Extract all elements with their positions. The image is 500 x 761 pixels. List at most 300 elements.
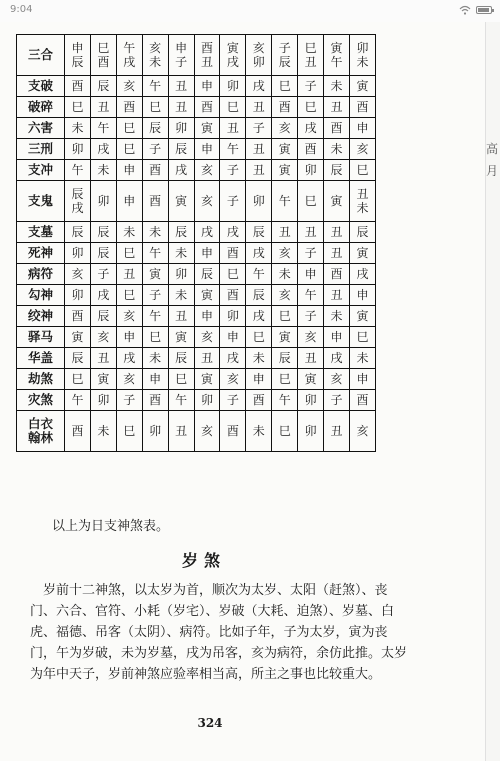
cell-value: 亥 — [149, 41, 162, 55]
table-cell — [246, 139, 272, 160]
table-cell — [220, 264, 246, 285]
cell-value: 辰 — [175, 142, 188, 156]
table-cell — [272, 118, 298, 139]
cell-value: 子 — [278, 41, 291, 55]
table-cell — [246, 306, 272, 327]
cell-value: 午 — [97, 121, 110, 135]
table-cell — [168, 348, 194, 369]
cell-value: 子 — [97, 267, 110, 281]
table-cell — [90, 243, 116, 264]
next-page-edge — [485, 22, 500, 761]
status-time: 9:04 — [10, 4, 33, 15]
table-cell — [272, 76, 298, 97]
table-row — [17, 160, 376, 181]
cell-value: 辰 — [97, 225, 110, 239]
cell-value: 巳 — [123, 424, 136, 438]
cell-value: 寅 — [356, 246, 369, 260]
table-cell — [298, 35, 324, 76]
cell-value: 丑 — [252, 163, 265, 177]
cell-value: 辰 — [200, 267, 213, 281]
cell-value: 亥 — [304, 330, 317, 344]
table-row — [17, 264, 376, 285]
cell-value: 丑 — [200, 351, 213, 365]
cell-value: 未 — [252, 351, 265, 365]
cell-value: 辰 — [97, 79, 110, 93]
cell-value: 巳 — [356, 163, 369, 177]
cell-value: 亥 — [278, 246, 291, 260]
cell-value: 申 — [252, 372, 265, 386]
cell-value: 丑 — [97, 100, 110, 114]
table-cell — [90, 139, 116, 160]
table-cell — [298, 411, 324, 452]
table-cell — [168, 35, 194, 76]
table-row — [17, 390, 376, 411]
table-cell — [142, 222, 168, 243]
table-cell — [220, 327, 246, 348]
row-label: 支鬼 — [17, 181, 65, 222]
cell-value: 酉 — [71, 309, 84, 323]
row-label: 六害 — [17, 118, 65, 139]
cell-value: 辰 — [278, 351, 291, 365]
cell-value: 子 — [226, 393, 239, 407]
table-row — [17, 348, 376, 369]
table-cell — [246, 35, 272, 76]
cell-value: 寅 — [200, 121, 213, 135]
cell-value: 酉 — [200, 100, 213, 114]
cell-value: 未 — [175, 246, 188, 260]
table-cell — [194, 243, 220, 264]
row-label — [17, 411, 65, 452]
cell-value: 酉 — [71, 79, 84, 93]
table-cell — [220, 285, 246, 306]
table-cell — [272, 390, 298, 411]
cell-value: 卯 — [97, 194, 110, 208]
cell-value: 寅 — [330, 194, 343, 208]
cell-value: 寅 — [356, 79, 369, 93]
row-label: 华盖 — [17, 348, 65, 369]
table-row — [17, 327, 376, 348]
table-cell — [324, 118, 350, 139]
cell-value: 子 — [123, 393, 136, 407]
cell-value: 酉 — [97, 55, 110, 69]
cell-value: 午 — [226, 142, 239, 156]
table-cell — [194, 369, 220, 390]
table-cell — [90, 411, 116, 452]
table-cell — [90, 118, 116, 139]
cell-value: 午 — [304, 288, 317, 302]
table-cell — [246, 348, 272, 369]
table-cell — [272, 243, 298, 264]
cell-value: 丑 — [175, 424, 188, 438]
cell-value: 巳 — [149, 100, 162, 114]
cell-value: 戌 — [123, 351, 136, 365]
table-cell — [272, 327, 298, 348]
cell-value: 寅 — [226, 41, 239, 55]
cell-value: 戌 — [123, 55, 136, 69]
table-cell — [90, 76, 116, 97]
cell-value: 丑 — [175, 309, 188, 323]
cell-value: 亥 — [200, 194, 213, 208]
cell-value: 寅 — [200, 288, 213, 302]
cell-value: 未 — [97, 163, 110, 177]
table-cell — [272, 139, 298, 160]
table-cell — [349, 306, 375, 327]
cell-value: 午 — [278, 393, 291, 407]
cell-value: 卯 — [226, 309, 239, 323]
table-cell — [142, 390, 168, 411]
cell-value: 申 — [200, 79, 213, 93]
cell-value: 午 — [330, 55, 343, 69]
table-cell — [272, 160, 298, 181]
table-cell — [65, 243, 91, 264]
cell-value: 辰 — [71, 351, 84, 365]
cell-value: 巳 — [123, 121, 136, 135]
cell-value: 卯 — [71, 246, 84, 260]
cell-value: 亥 — [252, 41, 265, 55]
table-row — [17, 97, 376, 118]
cell-value: 戌 — [97, 142, 110, 156]
table-cell — [142, 160, 168, 181]
table-cell — [324, 285, 350, 306]
cell-value: 酉 — [252, 393, 265, 407]
table-cell — [142, 243, 168, 264]
table-cell — [246, 327, 272, 348]
table-cell — [194, 160, 220, 181]
table-cell — [272, 35, 298, 76]
cell-value: 申 — [71, 41, 84, 55]
cell-value: 亥 — [71, 267, 84, 281]
cell-value: 巳 — [278, 79, 291, 93]
cell-value: 戌 — [200, 225, 213, 239]
cell-value: 巳 — [226, 267, 239, 281]
table-cell — [220, 181, 246, 222]
cell-value: 寅 — [330, 41, 343, 55]
table-cell — [90, 35, 116, 76]
table-cell — [142, 264, 168, 285]
row-label: 劫煞 — [17, 369, 65, 390]
row-label: 支破 — [17, 76, 65, 97]
table-cell — [194, 97, 220, 118]
table-cell — [142, 35, 168, 76]
table-cell — [168, 369, 194, 390]
cell-value: 酉 — [200, 41, 213, 55]
row-label: 灾煞 — [17, 390, 65, 411]
cell-value: 戌 — [252, 309, 265, 323]
cell-value: 申 — [226, 330, 239, 344]
cell-value: 申 — [123, 163, 136, 177]
table-cell — [194, 35, 220, 76]
cell-value: 卯 — [175, 267, 188, 281]
cell-value: 申 — [200, 142, 213, 156]
cell-value: 子 — [304, 246, 317, 260]
cell-value: 巳 — [123, 246, 136, 260]
cell-value: 子 — [304, 309, 317, 323]
cell-value: 申 — [200, 246, 213, 260]
table-cell — [272, 411, 298, 452]
cell-value: 子 — [304, 79, 317, 93]
table-cell — [116, 76, 142, 97]
table-cell — [220, 118, 246, 139]
table-cell — [90, 222, 116, 243]
cell-value: 亥 — [123, 79, 136, 93]
table-cell — [220, 35, 246, 76]
table-cell — [168, 306, 194, 327]
cell-value: 巳 — [278, 309, 291, 323]
cell-value: 申 — [330, 330, 343, 344]
table-cell — [65, 222, 91, 243]
cell-value: 辰 — [175, 351, 188, 365]
cell-value: 午 — [175, 393, 188, 407]
cell-value: 戌 — [175, 163, 188, 177]
cell-value: 巳 — [71, 372, 84, 386]
cell-value: 寅 — [278, 163, 291, 177]
cell-value: 巳 — [356, 330, 369, 344]
table-cell — [90, 285, 116, 306]
cell-value: 午 — [123, 41, 136, 55]
cell-value: 戌 — [226, 55, 239, 69]
god-sha-table — [16, 34, 376, 452]
cell-value: 未 — [356, 351, 369, 365]
table-cell — [194, 327, 220, 348]
table-cell — [65, 390, 91, 411]
cell-value: 寅 — [97, 372, 110, 386]
table-cell — [349, 76, 375, 97]
cell-value: 丑 — [304, 55, 317, 69]
cell-value: 亥 — [330, 372, 343, 386]
cell-value: 午 — [149, 309, 162, 323]
table-cell — [90, 369, 116, 390]
table-cell — [116, 390, 142, 411]
table-cell — [116, 348, 142, 369]
table-row — [17, 285, 376, 306]
section-title: 岁煞 — [182, 551, 227, 570]
cell-value: 卯 — [304, 163, 317, 177]
table-cell — [142, 97, 168, 118]
cell-value: 酉 — [356, 393, 369, 407]
cell-value: 亥 — [278, 121, 291, 135]
cell-value: 辰 — [97, 246, 110, 260]
cell-value: 申 — [123, 330, 136, 344]
table-cell — [246, 285, 272, 306]
table-row — [17, 411, 376, 452]
cell-value: 子 — [226, 163, 239, 177]
cell-value: 酉 — [149, 194, 162, 208]
table-cell — [246, 243, 272, 264]
table-cell — [349, 139, 375, 160]
table-row — [17, 139, 376, 160]
row-label: 支墓 — [17, 222, 65, 243]
table-cell — [324, 264, 350, 285]
cell-value: 卯 — [252, 194, 265, 208]
table-cell — [194, 76, 220, 97]
cell-value: 丑 — [97, 351, 110, 365]
table-cell — [246, 411, 272, 452]
cell-value: 戌 — [97, 288, 110, 302]
table-cell — [272, 369, 298, 390]
table-cell — [246, 390, 272, 411]
cell-value: 未 — [330, 79, 343, 93]
cell-value: 丑 — [175, 100, 188, 114]
table-cell — [116, 369, 142, 390]
cell-value: 辰 — [252, 288, 265, 302]
cell-value: 酉 — [123, 100, 136, 114]
cell-value: 戌 — [252, 246, 265, 260]
table-cell — [272, 97, 298, 118]
row-label: 绞神 — [17, 306, 65, 327]
table-cell — [349, 160, 375, 181]
cell-value: 戌 — [252, 79, 265, 93]
cell-value: 卯 — [71, 288, 84, 302]
cell-value: 酉 — [71, 424, 84, 438]
cell-value: 亥 — [123, 372, 136, 386]
table-cell — [168, 139, 194, 160]
table-cell — [324, 390, 350, 411]
cell-value: 巳 — [123, 288, 136, 302]
cell-value: 申 — [356, 372, 369, 386]
cell-value: 申 — [356, 288, 369, 302]
table-cell — [168, 264, 194, 285]
row-label: 勾神 — [17, 285, 65, 306]
cell-value: 亥 — [356, 424, 369, 438]
table-cell — [116, 306, 142, 327]
cell-value: 卯 — [97, 393, 110, 407]
cell-value: 酉 — [149, 393, 162, 407]
table-cell — [65, 285, 91, 306]
table-cell — [142, 76, 168, 97]
table-cell — [246, 222, 272, 243]
table-cell — [298, 285, 324, 306]
cell-value: 巳 — [123, 142, 136, 156]
status-bar — [0, 0, 500, 23]
table-cell — [194, 118, 220, 139]
table-caption: 以上为日支神煞表。 — [52, 519, 170, 534]
table-cell — [194, 139, 220, 160]
cell-value: 寅 — [175, 194, 188, 208]
table-cell — [65, 139, 91, 160]
table-row — [17, 222, 376, 243]
cell-value: 辰 — [149, 121, 162, 135]
table-cell — [142, 139, 168, 160]
cell-value: 戌 — [304, 121, 317, 135]
cell-value: 亥 — [200, 163, 213, 177]
cell-value: 寅 — [200, 372, 213, 386]
cell-value: 亥 — [97, 330, 110, 344]
table-cell — [65, 76, 91, 97]
table-cell — [116, 411, 142, 452]
table-cell — [168, 411, 194, 452]
cell-value: 辰 — [175, 225, 188, 239]
table-cell — [65, 97, 91, 118]
cell-value: 卯 — [252, 55, 265, 69]
table-cell — [324, 160, 350, 181]
cell-value: 亥 — [200, 424, 213, 438]
table-cell — [272, 306, 298, 327]
table-cell — [349, 181, 375, 222]
cell-value: 申 — [200, 309, 213, 323]
table-cell — [168, 97, 194, 118]
cell-value: 辰 — [330, 163, 343, 177]
table-cell — [116, 243, 142, 264]
table-cell — [168, 243, 194, 264]
table-cell — [324, 222, 350, 243]
table-cell — [142, 181, 168, 222]
cell-value: 巳 — [304, 100, 317, 114]
cell-value: 酉 — [356, 100, 369, 114]
table-cell — [272, 285, 298, 306]
table-row — [17, 76, 376, 97]
table-cell — [298, 327, 324, 348]
row-label: 三合 — [17, 35, 65, 76]
cell-value: 巳 — [149, 330, 162, 344]
cell-value: 未 — [330, 142, 343, 156]
cell-value: 丑 — [252, 142, 265, 156]
table-cell — [116, 118, 142, 139]
cell-value: 寅 — [278, 142, 291, 156]
cell-value: 戌 — [226, 225, 239, 239]
table-cell — [324, 139, 350, 160]
table-cell — [246, 264, 272, 285]
row-label: 三刑 — [17, 139, 65, 160]
row-label-line: 翰林 — [27, 430, 53, 445]
table-cell — [349, 327, 375, 348]
cell-value: 戌 — [356, 267, 369, 281]
table-cell — [298, 222, 324, 243]
cell-value: 巳 — [278, 424, 291, 438]
table-cell — [116, 327, 142, 348]
cell-value: 丑 — [356, 187, 369, 201]
table-cell — [298, 181, 324, 222]
cell-value: 寅 — [304, 372, 317, 386]
table-cell — [65, 35, 91, 76]
cell-value: 子 — [149, 142, 162, 156]
table-cell — [194, 181, 220, 222]
cell-value: 未 — [149, 351, 162, 365]
cell-value: 酉 — [330, 267, 343, 281]
table-cell — [65, 348, 91, 369]
cell-value: 未 — [356, 55, 369, 69]
cell-value: 子 — [330, 393, 343, 407]
cell-value: 亥 — [226, 372, 239, 386]
table-cell — [65, 327, 91, 348]
cell-value: 未 — [356, 201, 369, 215]
cell-value: 寅 — [356, 309, 369, 323]
cell-value: 戌 — [226, 351, 239, 365]
table-cell — [220, 348, 246, 369]
cell-value: 亥 — [278, 288, 291, 302]
cell-value: 酉 — [226, 288, 239, 302]
table-cell — [142, 327, 168, 348]
cell-value: 子 — [175, 55, 188, 69]
table-cell — [168, 160, 194, 181]
cell-value: 寅 — [278, 330, 291, 344]
cell-value: 巳 — [97, 41, 110, 55]
table-cell — [298, 243, 324, 264]
cell-value: 酉 — [278, 100, 291, 114]
table-cell — [194, 390, 220, 411]
cell-value: 巳 — [226, 100, 239, 114]
cell-value: 卯 — [200, 393, 213, 407]
cell-value: 卯 — [175, 121, 188, 135]
table-cell — [90, 306, 116, 327]
table-cell — [349, 264, 375, 285]
cell-value: 丑 — [330, 288, 343, 302]
table-cell — [272, 181, 298, 222]
table-cell — [65, 118, 91, 139]
table-cell — [246, 160, 272, 181]
cell-value: 午 — [71, 163, 84, 177]
table-cell — [349, 35, 375, 76]
table-cell — [324, 411, 350, 452]
